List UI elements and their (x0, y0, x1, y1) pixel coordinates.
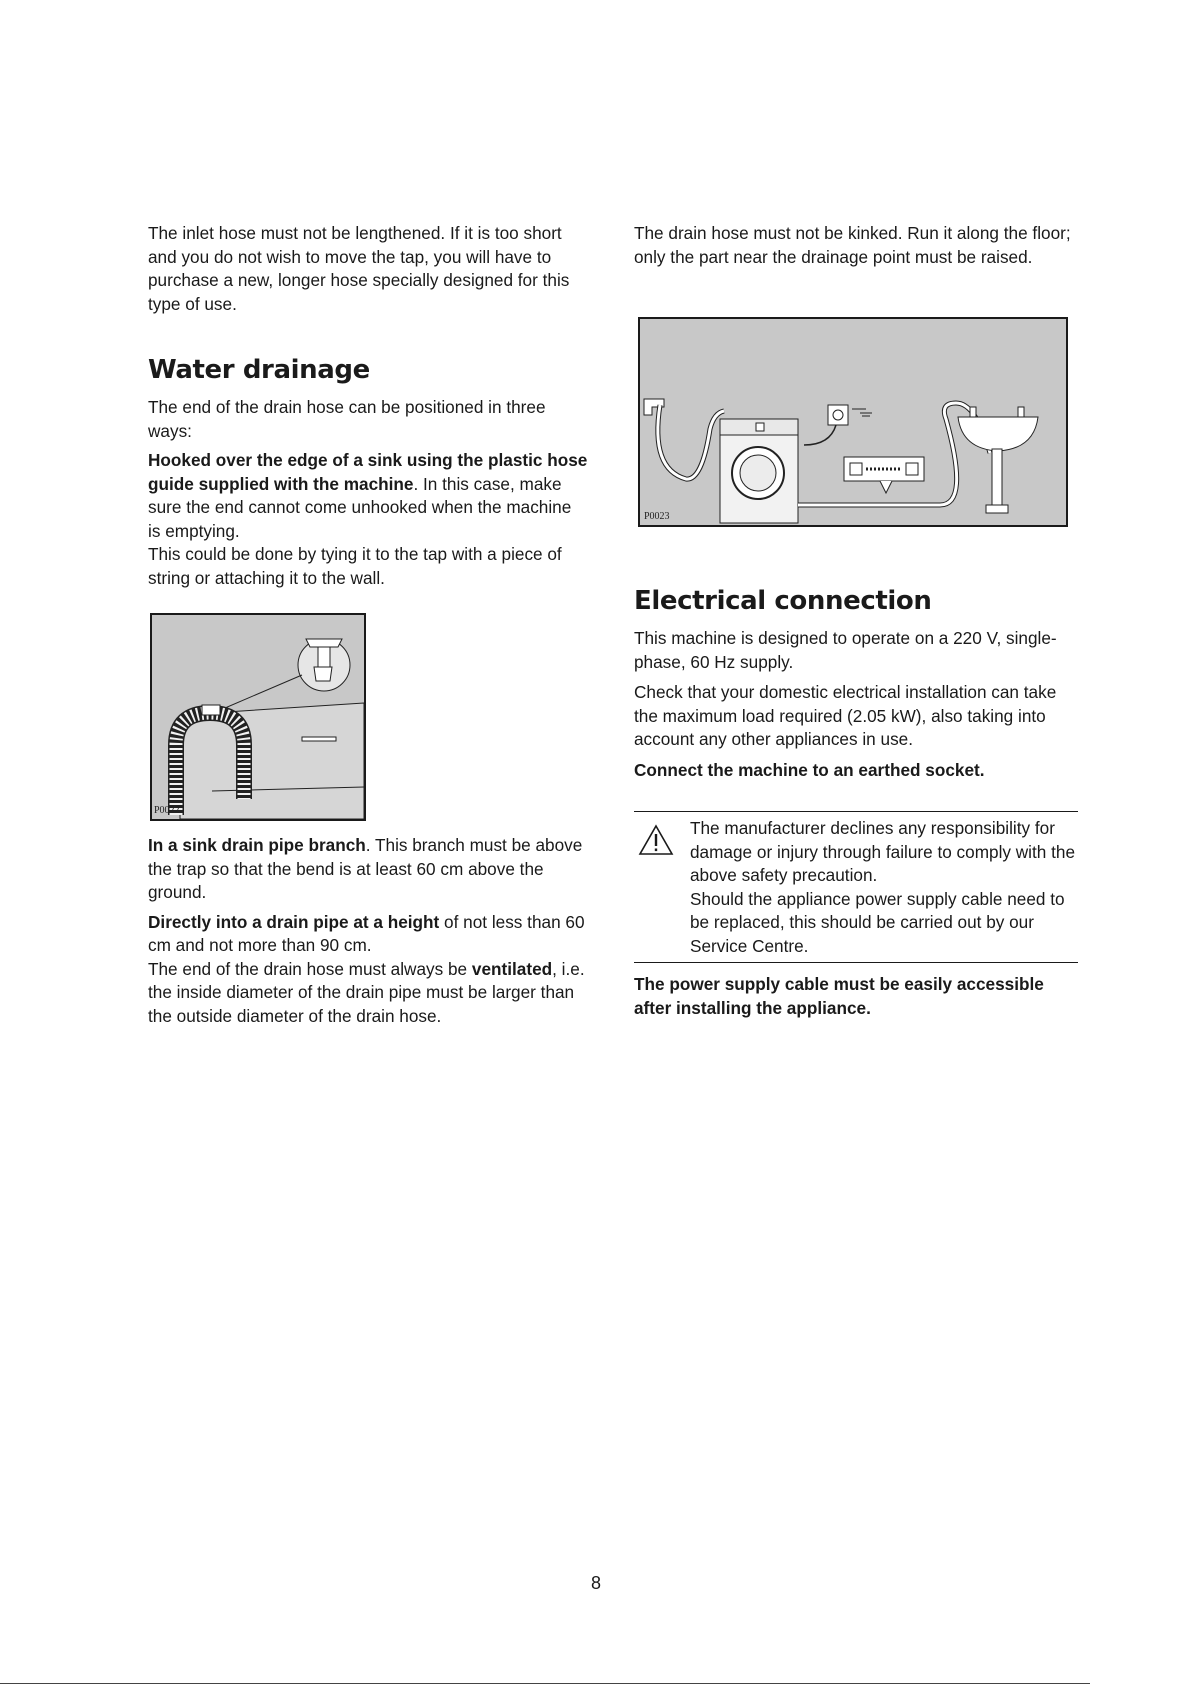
drain-hose-illustration (640, 319, 1066, 525)
drainage-option-sink-edge (148, 449, 588, 543)
drainage-ventilated-note (148, 958, 590, 1029)
option-direct-text: of not less than 60 cm and not more than 90 cm. (148, 911, 585, 955)
earthed-socket-paragraph (634, 759, 1080, 783)
ventilated-text-b: , i.e. the inside diameter of the drain pipe must be larger than the outside diameter of the drain hose. (148, 958, 585, 1026)
drainage-option-direct (148, 911, 590, 958)
drain-hose-figure (638, 317, 1068, 527)
figure-code-p0022: P0022 (154, 805, 180, 816)
option-sink-edge-bold: Hooked over the edge of a sink using the plastic hose guide supplied with the machine (148, 450, 588, 494)
supply-paragraph: This machine is designed to operate on a 220 V, single-phase, 60 Hz supply. (634, 628, 1057, 672)
right-column (634, 222, 1080, 269)
right-column-lower (634, 585, 1080, 782)
left-column (148, 222, 588, 590)
left-column-lower (148, 834, 590, 1028)
ventilated-bold: ventilated (471, 958, 553, 979)
ventilated-text-a: The end of the drain hose must always be (148, 958, 472, 979)
option-branch-text: . This branch must be above the trap so that the bend is at least 60 cm above the ground. (148, 835, 583, 902)
footer-rule (0, 1683, 1090, 1684)
hose-guide-illustration (152, 615, 364, 819)
water-drainage-heading: Water drainage (148, 355, 370, 385)
drainage-option-branch (148, 834, 590, 905)
drainage-option-sink-edge-extra: This could be done by tying it to the tap with a piece of string or attaching it to the wall. (148, 544, 562, 588)
electrical-connection-heading: Electrical connection (634, 586, 932, 616)
option-sink-edge-text: . In this case, make sure the end cannot come unhooked when the machine is emptying. (148, 473, 572, 541)
page-number: 8 (590, 1573, 601, 1593)
drainage-intro: The end of the drain hose can be positioned in three ways: (148, 397, 546, 441)
warning-cable-replacement: Should the appliance power supply cable need to be replaced, this should be carried out by our Service Centre. (690, 888, 1065, 956)
option-branch-bold: In a sink drain pipe branch (148, 835, 366, 855)
warning-text (690, 817, 1080, 958)
hose-guide-figure (150, 613, 366, 821)
option-direct-bold: Directly into a drain pipe at a height (148, 911, 440, 932)
figure-code-p0023: P0023 (644, 511, 670, 522)
inlet-hose-paragraph: The inlet hose must not be lengthened. If it is too short and you do not wish to move the tap, you will have to purchase a new, longer hose specially designed for this type of use. (148, 223, 570, 314)
warning-triangle-icon (638, 824, 674, 861)
safety-warning-box (634, 811, 1078, 963)
earthed-socket-bold: Connect the machine to an earthed socket. (634, 759, 985, 780)
kink-paragraph: The drain hose must not be kinked. Run it along the floor; only the part near the drainage point must be raised. (634, 223, 1071, 267)
load-paragraph: Check that your domestic electrical installation can take the maximum load required (2.05 kW), also taking into account any other appliances in use. (634, 682, 1057, 749)
warning-responsibility: The manufacturer declines any responsibility for damage or injury through failure to comply with the above safety precaution. (690, 818, 1076, 885)
cable-accessible-bold: The power supply cable must be easily accessible after installing the appliance. (634, 974, 1044, 1018)
cable-note (634, 973, 1080, 1020)
cable-accessible-paragraph (634, 973, 1080, 1020)
